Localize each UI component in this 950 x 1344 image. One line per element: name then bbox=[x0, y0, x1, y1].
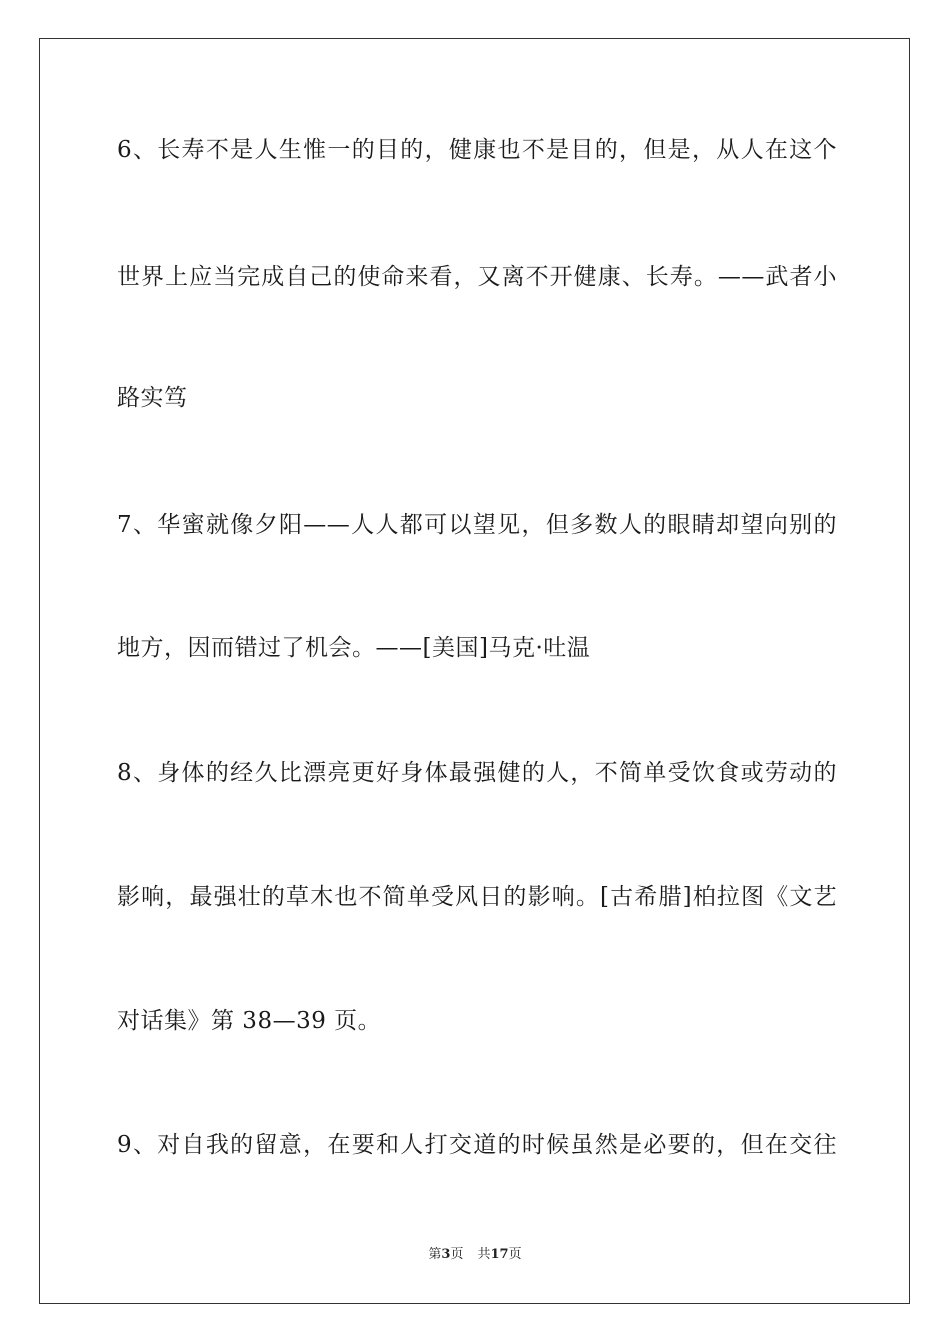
paragraph-6-line-3: 路实笃 bbox=[117, 385, 188, 411]
page-footer bbox=[0, 1246, 950, 1264]
paragraph-6-line-2: 世界上应当完成自己的使命来看，又离不开健康、长寿。——武者小 bbox=[117, 264, 837, 290]
paragraph-9-line-1: 9、对自我的留意，在要和人打交道的时候虽然是必要的，但在交往 bbox=[117, 1132, 837, 1158]
paragraph-8-line-3: 对话集》第 38—39 页。 bbox=[117, 1008, 382, 1034]
total-prefix: 共 bbox=[477, 1247, 491, 1262]
total-suffix: 页 bbox=[508, 1247, 522, 1262]
paragraph-6-line-1: 6、长寿不是人生惟一的目的，健康也不是目的，但是，从人在这个 bbox=[117, 137, 837, 163]
page-border bbox=[39, 38, 910, 1304]
page-suffix: 页 bbox=[450, 1247, 464, 1262]
paragraph-7-line-1: 7、华蜜就像夕阳——人人都可以望见，但多数人的眼睛却望向别的 bbox=[117, 512, 837, 538]
page-number: 3 bbox=[441, 1247, 451, 1262]
total-pages: 17 bbox=[490, 1247, 509, 1262]
paragraph-8-line-1: 8、身体的经久比漂亮更好身体最强健的人，不简单受饮食或劳动的 bbox=[117, 760, 837, 786]
page-prefix: 第 bbox=[428, 1247, 442, 1262]
paragraph-7-line-2: 地方，因而错过了机会。——[美国]马克·吐温 bbox=[117, 635, 591, 661]
paragraph-8-line-2: 影响，最强壮的草木也不简单受风日的影响。[古希腊]柏拉图《文艺 bbox=[117, 884, 837, 910]
